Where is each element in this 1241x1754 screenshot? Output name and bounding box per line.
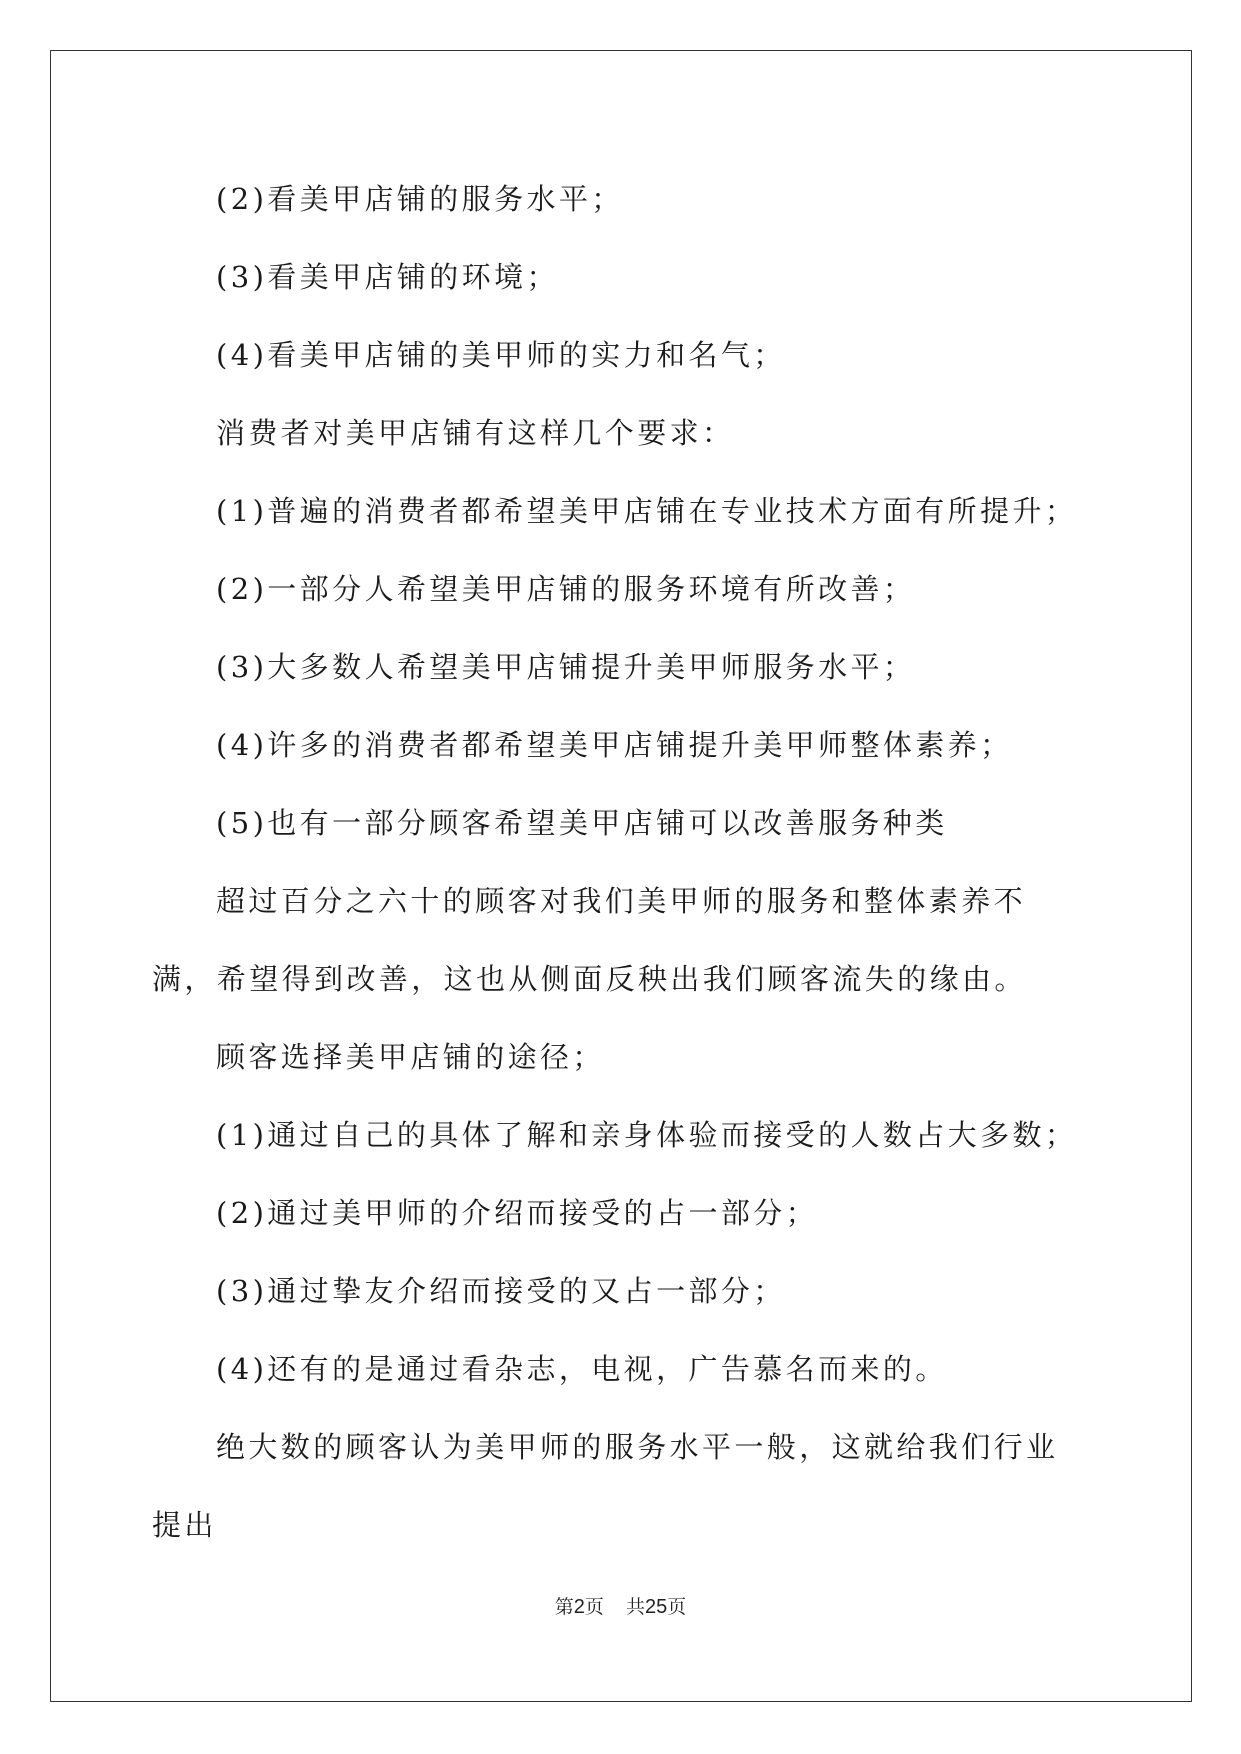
paragraph: 绝大数的顾客认为美甲师的服务水平一般，这就给我们行业提出 xyxy=(152,1430,1059,1542)
paragraph: (2)通过美甲师的介绍而接受的占一部分； xyxy=(216,1196,819,1230)
paragraph: (2)看美甲店铺的服务水平； xyxy=(216,182,624,216)
paragraph: 消费者对美甲店铺有这样几个要求： xyxy=(216,416,735,450)
total-prefix: 共 xyxy=(625,1596,645,1618)
paragraph: (4)许多的消费者都希望美甲店铺提升美甲师整体素养； xyxy=(216,728,1013,762)
page-current: 2 xyxy=(573,1596,585,1618)
page-prefix: 第 xyxy=(554,1596,574,1618)
page-total: 25 xyxy=(644,1596,668,1618)
paragraph: 顾客选择美甲店铺的途径； xyxy=(216,1040,605,1074)
paragraph: (4)看美甲店铺的美甲师的实力和名气； xyxy=(216,338,786,372)
page-footer xyxy=(0,1592,1241,1619)
paragraph: (3)看美甲店铺的环境； xyxy=(216,260,559,294)
paragraph: 超过百分之六十的顾客对我们美甲师的服务和整体素养不满，希望得到改善，这也从侧面反秧出我们顾客流失的缘由。 xyxy=(152,884,1027,996)
document-body xyxy=(152,160,1088,1564)
paragraph: (5)也有一部分顾客希望美甲店铺可以改善服务种类 xyxy=(216,806,948,840)
page-suffix: 页 xyxy=(584,1596,604,1618)
paragraph: (1)普遍的消费者都希望美甲店铺在专业技术方面有所提升； xyxy=(216,494,1078,528)
total-suffix: 页 xyxy=(667,1596,687,1618)
paragraph: (1)通过自己的具体了解和亲身体验而接受的人数占大多数； xyxy=(216,1118,1078,1152)
paragraph: (3)大多数人希望美甲店铺提升美甲师服务水平； xyxy=(216,650,916,684)
paragraph: (4)还有的是通过看杂志，电视，广告慕名而来的。 xyxy=(216,1352,948,1386)
paragraph: (3)通过挚友介绍而接受的又占一部分； xyxy=(216,1274,786,1308)
paragraph: (2)一部分人希望美甲店铺的服务环境有所改善； xyxy=(216,572,916,606)
